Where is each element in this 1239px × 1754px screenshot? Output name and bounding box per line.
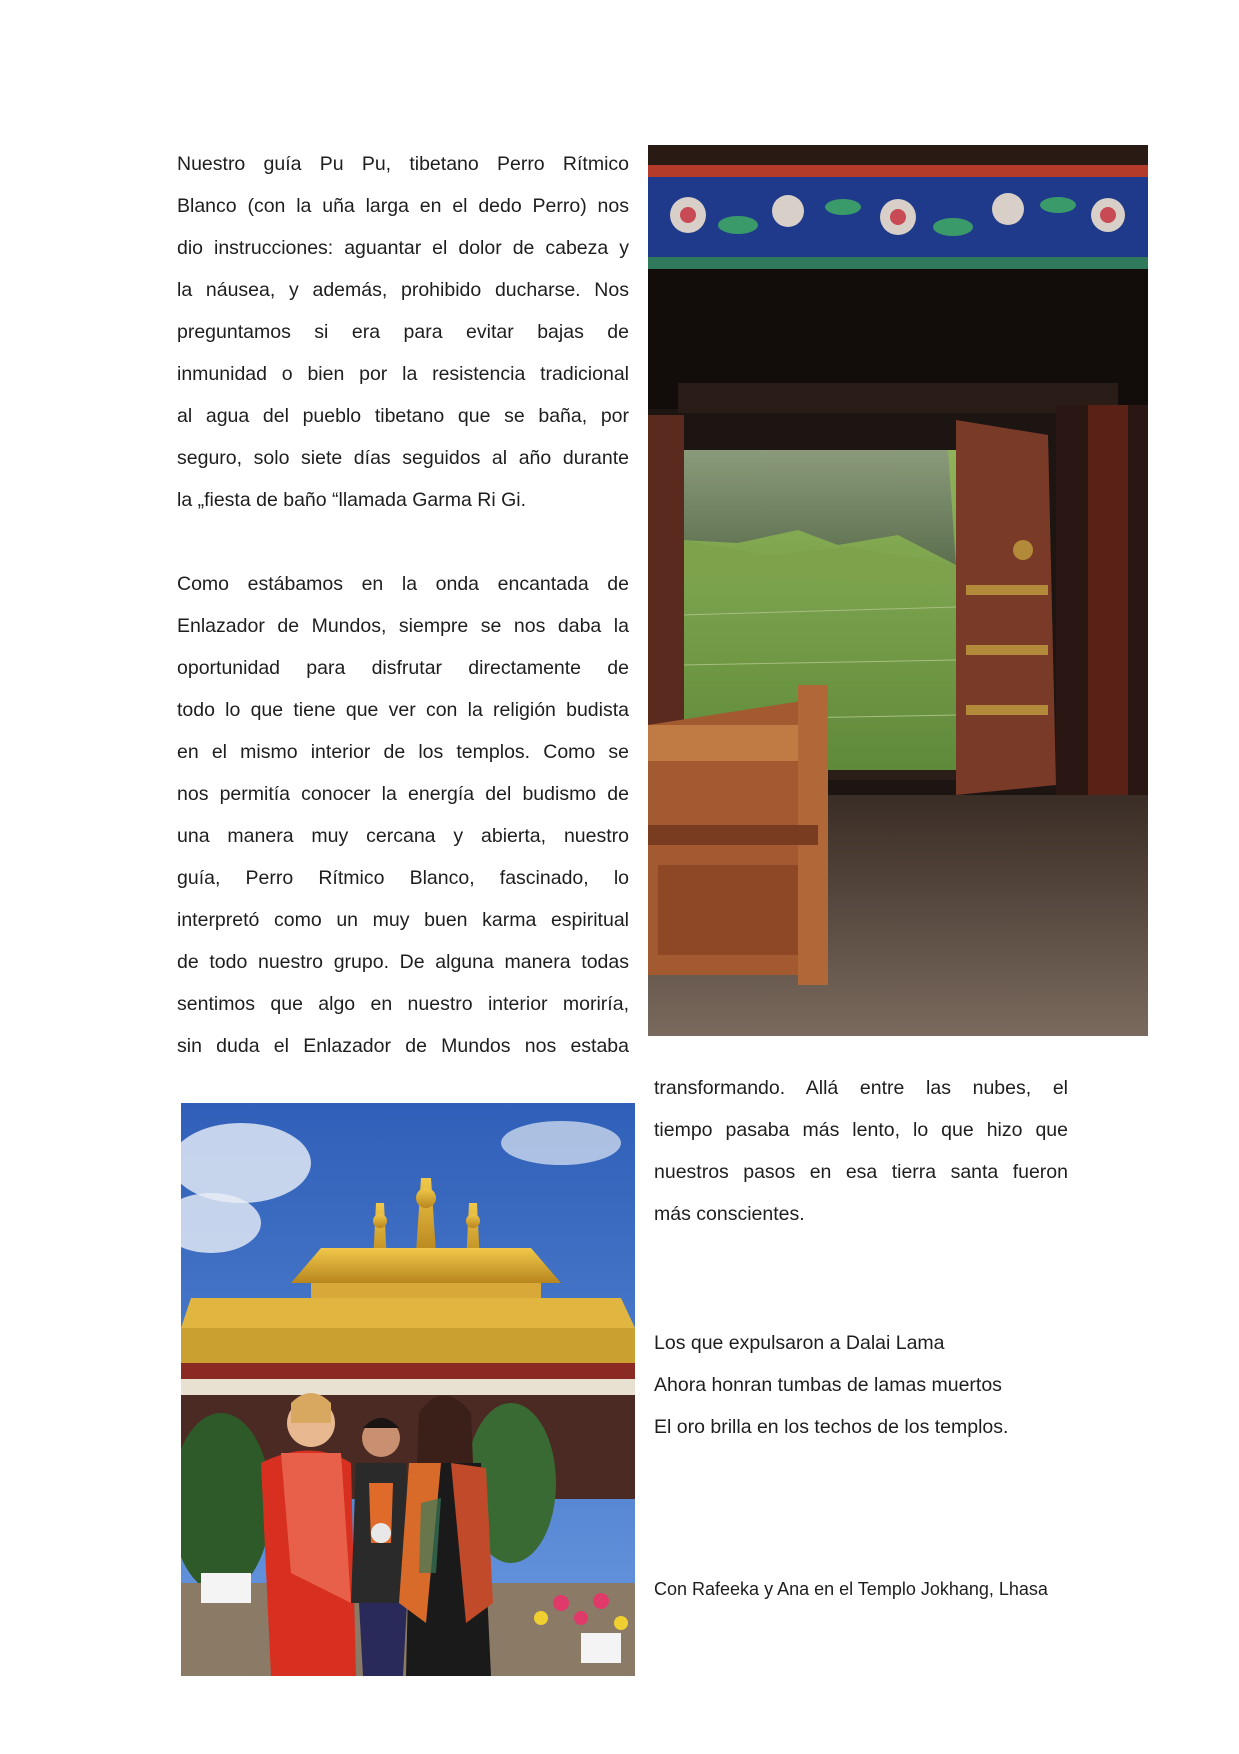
text-line: de todo nuestro grupo. De alguna manera todas <box>177 951 629 973</box>
temple-doorway-photo <box>648 145 1148 1036</box>
text-line: más conscientes. <box>654 1203 805 1225</box>
text-line: Blanco (con la uña larga en el dedo Perro) nos <box>177 195 629 217</box>
text-line: seguro, solo siete días seguidos al año durante <box>177 447 629 469</box>
text-line: guía, Perro Rítmico Blanco, fascinado, lo <box>177 867 629 889</box>
text-line: sentimos que algo en nuestro interior moriría, <box>177 993 629 1015</box>
poem <box>654 1322 1074 1448</box>
text-line: preguntamos si era para evitar bajas de <box>177 321 629 343</box>
jokhang-temple-image <box>181 1103 635 1676</box>
text-line: en el mismo interior de los templos. Como se <box>177 741 629 763</box>
paragraph-guide-instructions <box>177 143 629 521</box>
text-line: una manera muy cercana y abierta, nuestro <box>177 825 629 847</box>
text-line: Enlazador de Mundos, siempre se nos daba la <box>177 615 629 637</box>
text-line: todo lo que tiene que ver con la religión budista <box>177 699 629 721</box>
paragraph-world-bridger-continued <box>654 1067 1068 1235</box>
text-line: nuestros pasos en esa tierra santa fueron <box>654 1161 1068 1183</box>
text-line: Nuestro guía Pu Pu, tibetano Perro Rítmico <box>177 153 629 175</box>
text-line: oportunidad para disfrutar directamente de <box>177 657 629 679</box>
text-line: inmunidad o bien por la resistencia tradicional <box>177 363 629 385</box>
poem-line: El oro brilla en los techos de los templos. <box>654 1416 1009 1438</box>
temple-doorway-image <box>648 145 1148 1036</box>
paragraph-world-bridger <box>177 563 629 1067</box>
text-line: sin duda el Enlazador de Mundos nos estaba <box>177 1035 629 1057</box>
text-line: interpretó como un muy buen karma espiritual <box>177 909 629 931</box>
poem-line: Los que expulsaron a Dalai Lama <box>654 1332 945 1354</box>
text-line: nos permitía conocer la energía del budismo de <box>177 783 629 805</box>
text-line: dio instrucciones: aguantar el dolor de cabeza y <box>177 237 629 259</box>
jokhang-temple-group-photo <box>181 1103 635 1676</box>
text-line: transformando. Allá entre las nubes, el <box>654 1077 1068 1099</box>
text-line: tiempo pasaba más lento, lo que hizo que <box>654 1119 1068 1141</box>
photo-caption: Con Rafeeka y Ana en el Templo Jokhang, Lhasa <box>654 1579 1048 1599</box>
text-line: al agua del pueblo tibetano que se baña, por <box>177 405 629 427</box>
poem-line: Ahora honran tumbas de lamas muertos <box>654 1374 1002 1396</box>
text-line: la náusea, y además, prohibido ducharse. Nos <box>177 279 629 301</box>
text-line: la „fiesta de baño “llamada Garma Ri Gi. <box>177 489 526 511</box>
text-line: Como estábamos en la onda encantada de <box>177 573 629 595</box>
